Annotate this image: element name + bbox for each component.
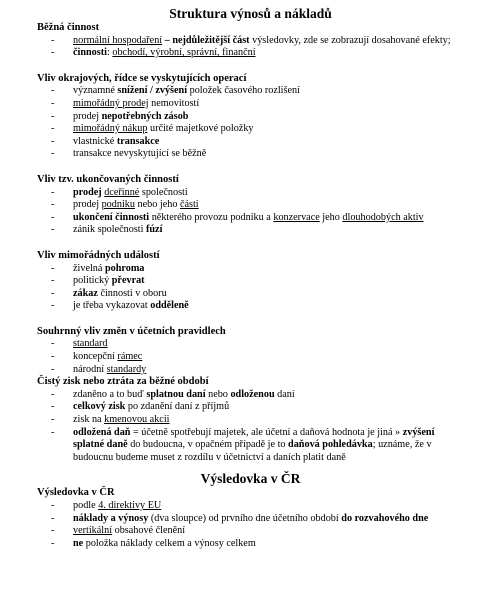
document-title: Struktura výnosů a nákladů [169,6,332,21]
text-run: podle [73,500,99,511]
text-run: mimořádný nákup [73,123,148,135]
dash-bullet: - [51,512,55,524]
text-run: položka náklady celkem a výnosy celkem [83,537,256,549]
dash-bullet: - [51,525,55,537]
text-run: jeho [319,211,343,223]
text-run: části [179,199,199,211]
text-run: mimořádný prodej [73,97,149,109]
text-run: národní [73,363,107,375]
list-item [51,401,464,414]
text-run: živelná [73,262,105,274]
section-heading: Čistý zisk nebo ztráta za běžné období [37,376,209,388]
text-run: prodej [73,199,102,211]
sections-part-2 [37,487,464,550]
text-run: do rozvahového dne [341,512,429,524]
section [37,376,464,464]
text-run: 4. direktivy EU [98,500,162,511]
dash-bullet: - [51,123,55,135]
list-item [51,414,464,427]
section-heading: Souhrnný vliv změn v účetních pravidlech [37,325,226,337]
dash-bullet: - [51,199,55,211]
list-item [51,212,464,225]
dash-bullet: - [51,262,55,274]
section-heading: Vliv okrajových, řídce se vyskytujících operací [37,72,247,84]
text-run: pohroma [104,262,145,274]
text-run: daňová pohledávka [288,439,373,451]
text-run: vertikální [73,525,113,537]
text-run: činnosti v oboru [97,287,167,299]
section-title-vysledovka: Výsledovka v ČR [200,471,301,487]
text-run: významné [73,85,118,97]
list-item [51,136,464,149]
dash-bullet: - [51,414,55,426]
list-item [51,224,464,237]
dash-bullet: - [51,110,55,122]
dash-bullet: - [51,47,55,59]
text-run: snížení / zvýšení [117,85,188,97]
text-run: určité majetkové položky [147,123,254,135]
text-run: je třeba vykazovat [73,300,151,312]
dash-bullet: - [51,300,55,312]
text-run: některého provozu podniku a [149,211,274,223]
text-run: položek časového rozlišení [187,85,300,97]
text-run: nepotřebných zásob [101,110,189,122]
text-run: prodej [73,186,102,198]
list-item [51,111,464,124]
text-run: nebo [205,388,231,400]
list-item [51,500,464,513]
text-run: (dva sloupce) od prvního dne účetního období [148,512,342,524]
dash-bullet: - [51,363,55,375]
text-run: nebo jeho [134,199,180,211]
text-run: kmenovou akcii [104,414,170,426]
text-run: daní [274,388,295,400]
dash-bullet: - [51,500,55,511]
text-run: konzervace [273,211,320,223]
text-run: standardy [106,363,147,375]
section [37,326,464,376]
list-item [51,538,464,551]
dash-bullet: - [51,537,55,549]
list-item [51,525,464,538]
list-item [51,199,464,212]
text-run: společnosti [139,186,188,198]
list-item [51,148,464,161]
text-run: po zdanění daní z příjmů [125,401,230,413]
text-run: ne [73,537,84,549]
section-heading: Výsledovka v ČR [37,487,115,499]
text-run: rámec [117,351,143,363]
text-run: normální hospodaření [73,34,163,46]
text-run: převrat [111,275,145,287]
text-run: transakce nevyskytující se běžně [73,148,207,160]
list-item [51,364,464,377]
text-run: – [162,34,173,46]
text-run: náklady a výnosy [73,512,149,524]
list-item [51,300,464,313]
text-run: zisk na [73,414,105,426]
text-run: odděleně [150,300,189,312]
text-run: zákaz [73,287,98,299]
list-item [51,123,464,136]
dash-bullet: - [51,224,55,236]
text-run: odložená daň [73,426,131,438]
list-item [51,427,464,465]
bullet-list [37,187,464,237]
text-run: zdaněno a to buď [73,388,147,400]
dash-bullet: - [51,211,55,223]
section [37,250,464,313]
list-item [51,275,464,288]
text-run: činnosti [73,47,107,59]
list-item [51,389,464,402]
text-run: = účetně spotřebují majetek, ale účetní a daňová hodnota je jiná » [130,426,403,438]
section [37,73,464,161]
list-item [51,513,464,526]
text-run: dceřinné [104,186,140,198]
text-run: nemovitostí [148,97,200,109]
list-item [51,338,464,351]
section [37,487,464,550]
bullet-list [37,35,464,60]
text-run: : [106,47,113,59]
list-item [51,35,464,48]
section [37,22,464,60]
text-run: transakce [116,135,160,147]
text-run: splatnou daní [146,388,206,400]
text-run: podniku [101,199,135,211]
text-run: standard [73,338,108,350]
dash-bullet: - [51,85,55,97]
text-run: celkový zisk [73,401,126,413]
dash-bullet: - [51,351,55,363]
list-item [51,288,464,301]
text-run: obsahové členění [112,525,186,537]
list-item [51,47,464,60]
bullet-list [37,85,464,161]
dash-bullet: - [51,287,55,299]
list-item [51,187,464,200]
text-run: fúzí [146,224,163,236]
text-run: odloženou [230,388,275,400]
section-heading: Běžná činnost [37,22,100,33]
list-item [51,98,464,111]
list-item [51,263,464,276]
dash-bullet: - [51,135,55,147]
section-heading: Vliv mimořádných událostí [37,249,160,261]
text-run: zvýšení splatné daně [73,426,435,451]
text-run: obchodí, výrobní, správní, finanční [112,47,256,59]
dash-bullet: - [51,401,55,413]
dash-bullet: - [51,186,55,198]
text-run: politický [73,275,112,287]
dash-bullet: - [51,338,55,350]
dash-bullet: - [51,388,55,400]
bullet-list [37,338,464,376]
dash-bullet: - [51,148,55,160]
text-run: vlastnické [73,135,117,147]
text-run: zánik společnosti [73,224,146,236]
list-item [51,85,464,98]
text-run: do budoucna, v opačném případě je to [127,439,289,451]
text-run: ukončení činnosti [73,211,150,223]
text-run: výsledovky, zde se zobrazují dosahované efekty; [249,34,451,46]
dash-bullet: - [51,426,55,438]
section-heading: Vliv tzv. ukončovaných činností [37,173,179,185]
dash-bullet: - [51,34,55,46]
text-run: dlouhodobých aktiv [342,211,424,223]
bullet-list [37,263,464,313]
list-item [51,351,464,364]
section [37,174,464,237]
dash-bullet: - [51,97,55,109]
bullet-list [37,389,464,465]
sections-part-1 [37,22,464,464]
text-run: koncepční [73,351,118,363]
text-run: nejdůležitější část [172,34,250,46]
dash-bullet: - [51,275,55,287]
bullet-list [37,500,464,550]
text-run: ; uznáme, že v budoucnu budeme muset z rozdílu v účetnictví a daních platit daně [73,439,432,463]
text-run: prodej [73,110,102,122]
